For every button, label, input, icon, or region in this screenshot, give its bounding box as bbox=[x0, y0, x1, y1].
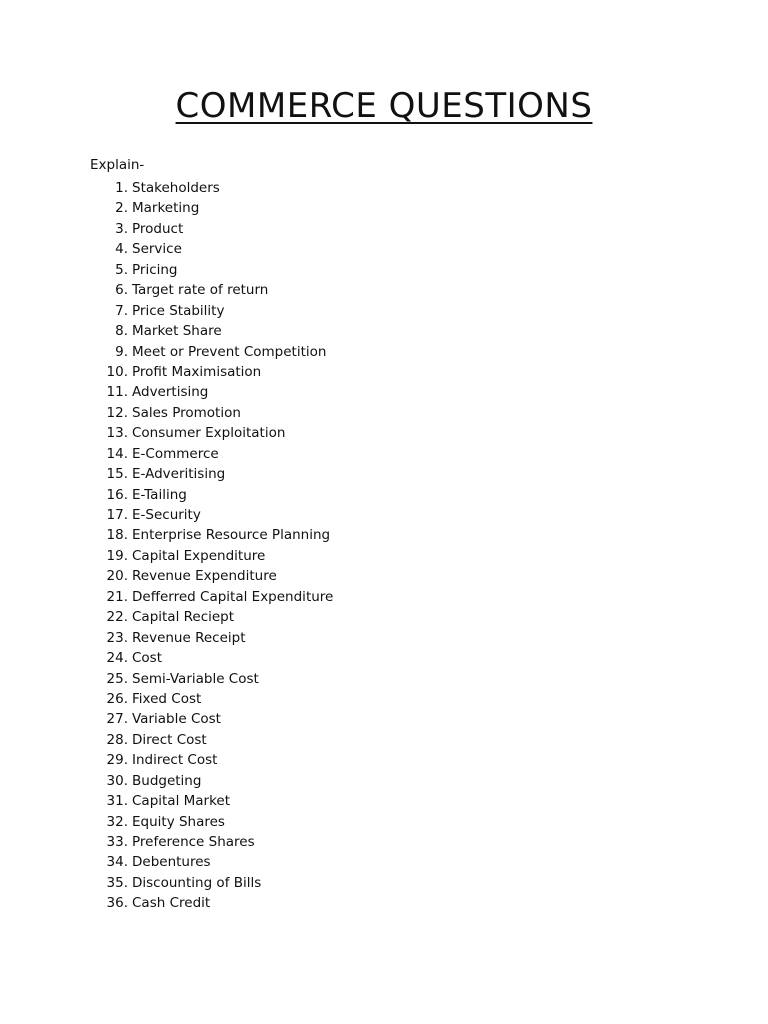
list-item bbox=[90, 321, 333, 341]
list-item bbox=[90, 382, 333, 402]
list-item-number: 13. bbox=[106, 425, 128, 442]
list-item-number: 15. bbox=[106, 466, 128, 483]
list-item-number: 2. bbox=[115, 200, 128, 217]
list-item-text: Advertising bbox=[132, 384, 209, 401]
list-item bbox=[90, 893, 333, 913]
list-item-number: 20. bbox=[106, 568, 128, 585]
list-item-text: Meet or Prevent Competition bbox=[132, 343, 327, 360]
list-item bbox=[90, 709, 333, 729]
list-item bbox=[90, 178, 333, 198]
list-item-text: Market Share bbox=[132, 323, 222, 340]
list-item-number: 28. bbox=[106, 731, 128, 748]
list-item-text: Pricing bbox=[132, 261, 178, 278]
list-item-number: 19. bbox=[106, 547, 128, 564]
list-item bbox=[90, 832, 333, 852]
list-item-text: Target rate of return bbox=[132, 282, 269, 299]
list-item bbox=[90, 730, 333, 750]
list-item-number: 26. bbox=[106, 690, 128, 707]
list-item-text: Product bbox=[132, 220, 184, 237]
list-item bbox=[90, 485, 333, 505]
list-item bbox=[90, 566, 333, 586]
list-item-number: 6. bbox=[115, 282, 128, 299]
list-item-text: Discounting of Bills bbox=[132, 874, 262, 891]
list-item-number: 21. bbox=[106, 588, 128, 605]
list-item bbox=[90, 403, 333, 423]
list-item bbox=[90, 771, 333, 791]
list-item-number: 23. bbox=[106, 629, 128, 646]
list-item bbox=[90, 750, 333, 770]
list-item-text: Semi-Variable Cost bbox=[132, 670, 259, 687]
list-item-number: 7. bbox=[115, 302, 128, 319]
list-item bbox=[90, 852, 333, 872]
list-item-number: 22. bbox=[106, 609, 128, 626]
intro-text: Explain- bbox=[90, 157, 145, 173]
list-item-text: Equity Shares bbox=[132, 813, 225, 830]
list-item-number: 10. bbox=[106, 363, 128, 380]
list-item-text: Cost bbox=[132, 650, 163, 667]
list-item-number: 31. bbox=[106, 793, 128, 810]
list-item-number: 34. bbox=[106, 854, 128, 871]
list-item-number: 1. bbox=[115, 180, 128, 196]
question-list bbox=[90, 178, 333, 914]
list-item-text: Revenue Expenditure bbox=[132, 568, 277, 585]
list-item-text: Capital Expenditure bbox=[132, 547, 266, 564]
list-item bbox=[90, 525, 333, 545]
list-item-number: 30. bbox=[106, 772, 128, 789]
list-item-text: E-Adveritising bbox=[132, 466, 226, 483]
list-item-number: 4. bbox=[115, 241, 128, 258]
list-item bbox=[90, 423, 333, 443]
list-item bbox=[90, 219, 333, 239]
list-item-text: Indirect Cost bbox=[132, 752, 218, 769]
list-item-text: Capital Reciept bbox=[132, 609, 235, 626]
list-item bbox=[90, 546, 333, 566]
list-item bbox=[90, 689, 333, 709]
list-item-text: Consumer Exploitation bbox=[132, 425, 286, 442]
list-item-text: Enterprise Resource Planning bbox=[132, 527, 331, 544]
list-item bbox=[90, 464, 333, 484]
list-item-text: Profit Maximisation bbox=[132, 363, 262, 380]
list-item-text: Price Stability bbox=[132, 302, 225, 319]
list-item-text: Debentures bbox=[132, 854, 211, 871]
list-item-number: 12. bbox=[106, 404, 128, 421]
list-item-text: E-Security bbox=[132, 507, 201, 523]
list-item-text: Budgeting bbox=[132, 772, 202, 789]
list-item-number: 36. bbox=[106, 895, 128, 912]
list-item-text: Capital Market bbox=[132, 793, 231, 810]
list-item bbox=[90, 669, 333, 689]
list-item bbox=[90, 342, 333, 362]
list-item bbox=[90, 239, 333, 259]
list-item-number: 27. bbox=[106, 711, 128, 728]
list-item-number: 17. bbox=[106, 507, 128, 523]
list-item-number: 18. bbox=[106, 527, 128, 544]
list-item bbox=[90, 362, 333, 382]
list-item bbox=[90, 301, 333, 321]
list-item-number: 32. bbox=[106, 813, 128, 830]
list-item-text: Marketing bbox=[132, 200, 200, 217]
list-item-text: Service bbox=[132, 241, 182, 258]
list-item-number: 5. bbox=[115, 261, 128, 278]
list-item-text: Direct Cost bbox=[132, 731, 207, 748]
list-item-number: 3. bbox=[115, 220, 128, 237]
list-item-number: 8. bbox=[115, 323, 128, 340]
list-item-text: E-Tailing bbox=[132, 486, 187, 503]
list-item bbox=[90, 648, 333, 668]
page-title bbox=[0, 86, 768, 126]
list-item bbox=[90, 812, 333, 832]
list-item bbox=[90, 505, 333, 525]
list-item bbox=[90, 444, 333, 464]
list-item bbox=[90, 260, 333, 280]
list-item-text: Cash Credit bbox=[132, 895, 211, 912]
list-item-number: 16. bbox=[106, 486, 128, 503]
list-item bbox=[90, 791, 333, 811]
list-item-text: Defferred Capital Expenditure bbox=[132, 588, 334, 605]
list-item-text: Preference Shares bbox=[132, 834, 255, 850]
list-item-number: 24. bbox=[106, 650, 128, 667]
list-item bbox=[90, 628, 333, 648]
list-item-number: 33. bbox=[106, 834, 128, 850]
list-item-number: 35. bbox=[106, 874, 128, 891]
list-item-number: 14. bbox=[106, 445, 128, 462]
list-item bbox=[90, 873, 333, 893]
page-title-text: COMMERCE QUESTIONS bbox=[175, 86, 593, 126]
list-item-text: Fixed Cost bbox=[132, 690, 202, 707]
list-item-text: Stakeholders bbox=[132, 180, 220, 196]
list-item-number: 25. bbox=[106, 670, 128, 687]
list-item-text: Revenue Receipt bbox=[132, 629, 246, 646]
list-item-text: Sales Promotion bbox=[132, 404, 241, 421]
list-item-number: 9. bbox=[115, 343, 128, 360]
list-item-number: 29. bbox=[106, 752, 128, 769]
list-item-text: Variable Cost bbox=[132, 711, 221, 728]
list-item-number: 11. bbox=[106, 384, 128, 401]
list-item bbox=[90, 198, 333, 218]
list-item-text: E-Commerce bbox=[132, 445, 219, 462]
list-item bbox=[90, 280, 333, 300]
list-item bbox=[90, 587, 333, 607]
list-item bbox=[90, 607, 333, 627]
